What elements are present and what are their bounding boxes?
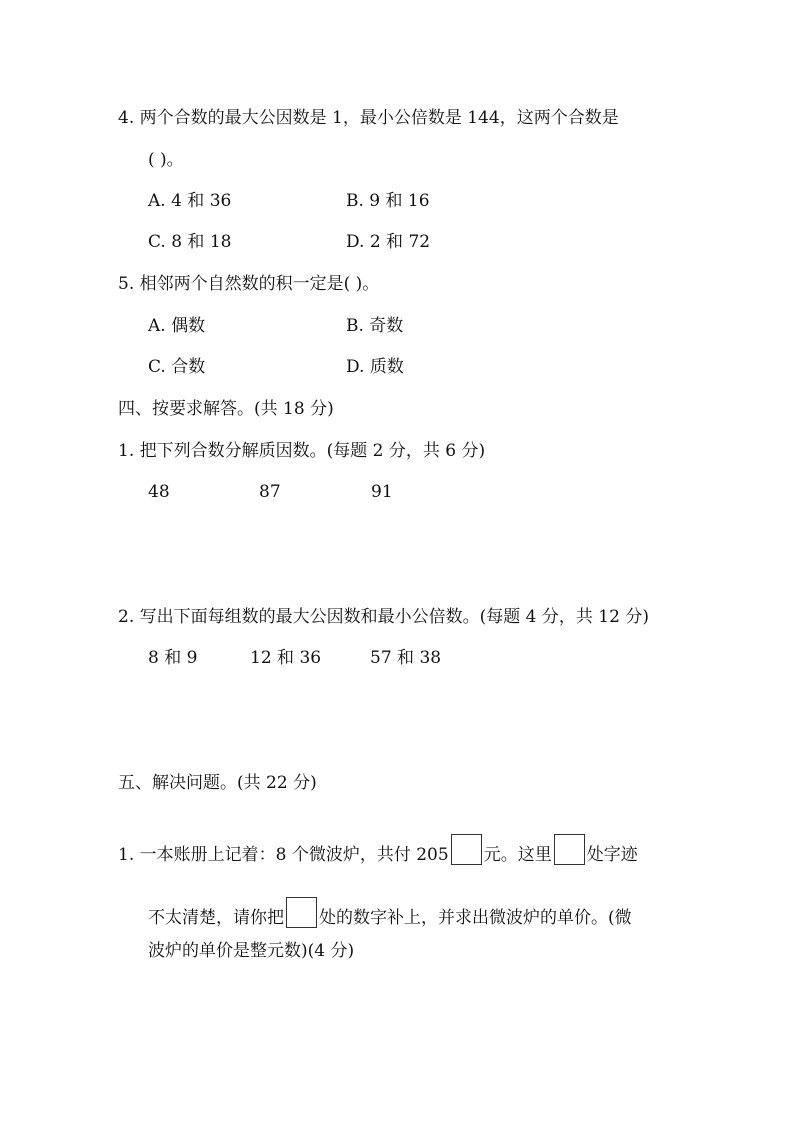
section5-problem1-line2 [148,897,632,928]
problem1-text-e: 处的数字补上，并求出微波炉的单价。(微 [319,908,632,928]
section5-title: 五、解决问题。(共 22 分) [118,773,317,793]
q4-answer-blank: ( )。 [148,150,184,170]
q4-option-b: B. 9 和 16 [346,191,430,211]
problem1-text-c: 处字迹 [586,845,638,865]
q5-option-b: B. 奇数 [346,316,404,336]
section5-problem1-line3: 波炉的单价是整元数)(4 分) [148,941,355,961]
q4-option-c: C. 8 和 18 [148,232,232,252]
problem1-text-d: 不太清楚，请你把 [148,908,284,928]
q5-option-a: A. 偶数 [148,316,206,336]
q5-option-c: C. 合数 [148,357,206,377]
missing-digit-box-2 [554,834,585,865]
missing-digit-box-3 [286,897,317,928]
number-pair-2: 12 和 36 [250,648,322,668]
section5-problem1-line1 [118,834,638,865]
q5-option-d: D. 质数 [346,357,404,377]
q4-stem-line1: 4. 两个合数的最大公因数是 1，最小公倍数是 144，这两个合数是 [118,108,619,128]
factor-number-2: 87 [259,482,281,502]
number-pair-1: 8 和 9 [148,648,198,668]
q4-option-a: A. 4 和 36 [148,191,232,211]
factor-number-1: 48 [148,482,170,502]
problem1-text-b: 元。这里 [483,845,552,865]
problem1-text-a: 1. 一本账册上记着：8 个微波炉，共付 205 [118,845,449,865]
q4-option-d: D. 2 和 72 [346,232,431,252]
missing-digit-box-1 [451,834,482,865]
number-pair-3: 57 和 38 [370,648,442,668]
section4-problem1: 1. 把下列合数分解质因数。(每题 2 分，共 6 分) [118,441,486,461]
section4-title: 四、按要求解答。(共 18 分) [118,399,334,419]
section4-problem2: 2. 写出下面每组数的最大公因数和最小公倍数。(每题 4 分，共 12 分) [118,607,649,627]
q5-stem: 5. 相邻两个自然数的积一定是( )。 [118,274,380,294]
factor-number-3: 91 [371,482,393,502]
